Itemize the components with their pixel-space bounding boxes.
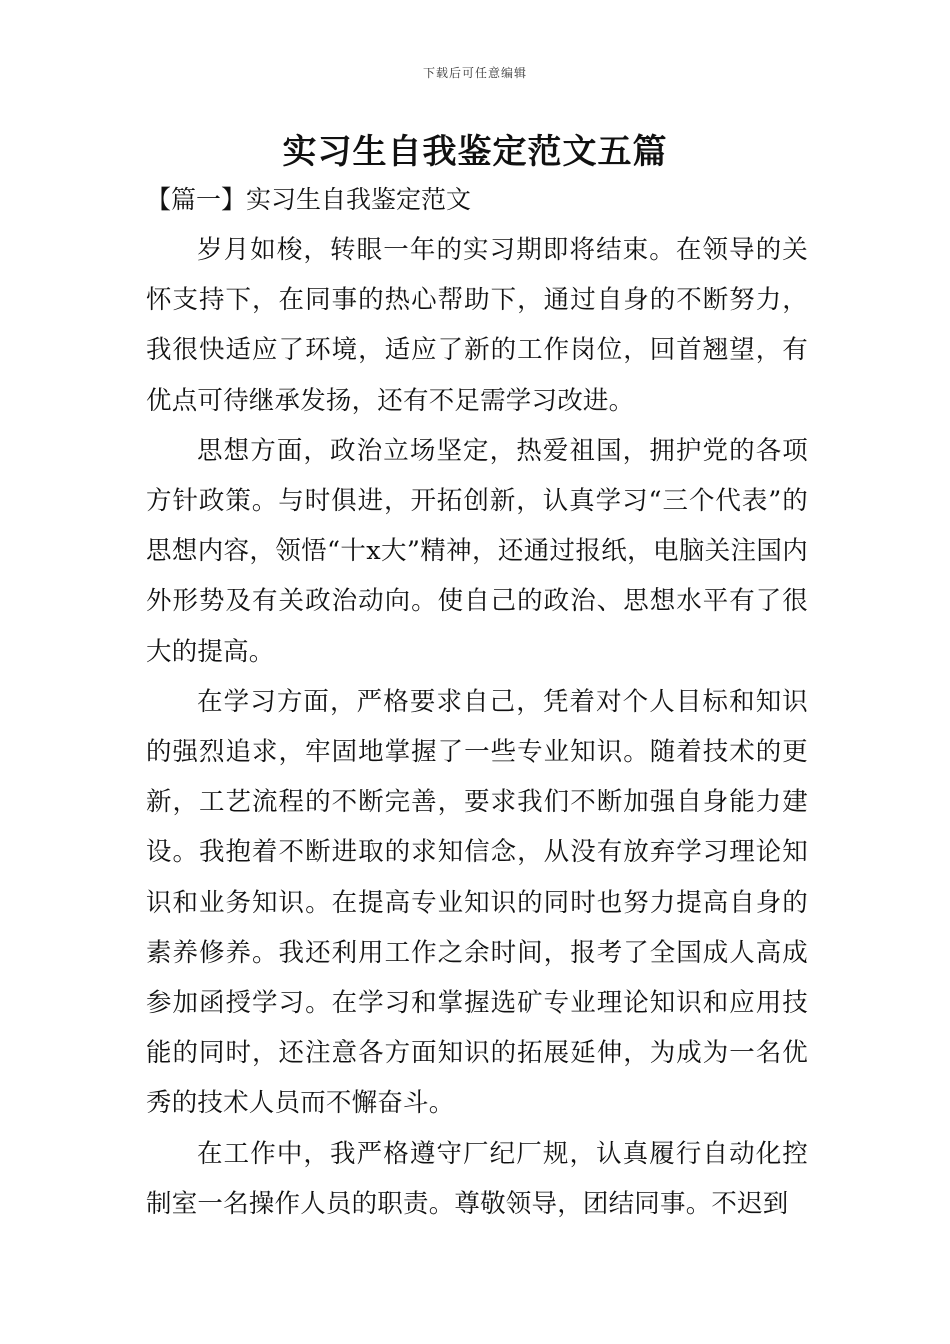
section-heading: 【篇一】实习生自我鉴定范文 xyxy=(146,185,472,214)
document-title: 实习生自我鉴定范文五篇 xyxy=(282,132,668,172)
header-note: 下载后可任意编辑 xyxy=(422,66,527,80)
paragraph: 思想方面，政治立场坚定，热爱祖国，拥护党的各项方针政策。与时俱进，开拓创新，认真学习“三个代表”的思想内容，领悟“十x大”精神，还通过报纸，电脑关注国内外形势及有关政治动向。使自己的政治、思想水平有了很大的提高。 xyxy=(146,435,808,667)
paragraph: 在学习方面，严格要求自己，凭着对个人目标和知识的强烈追求，牢固地掌握了一些专业知识。随着技术的更新，工艺流程的不断完善，要求我们不断加强自身能力建设。我抱着不断进取的求知信念，从没有放弃学习理论知识和业务知识。在提高专业知识的同时也努力提高自身的素养修养。我还利用工作之余时间，报考了全国成人高成参加函授学习。在学习和掌握选矿专业理论知识和应用技能的同时，还注意各方面知识的拓展延伸，为成为一名优秀的技术人员而不懈奋斗。 xyxy=(146,686,808,1119)
paragraph: 岁月如梭，转眼一年的实习期即将结束。在领导的关怀支持下，在同事的热心帮助下，通过自身的不断努力，我很快适应了环境，适应了新的工作岗位，回首翘望，有优点可待继承发扬，还有不足需学习改进。 xyxy=(146,235,808,416)
paragraph: 在工作中，我严格遵守厂纪厂规，认真履行自动化控制室一名操作人员的职责。尊敬领导，团结同事。不迟到 xyxy=(146,1138,808,1219)
body-text xyxy=(146,225,808,1229)
